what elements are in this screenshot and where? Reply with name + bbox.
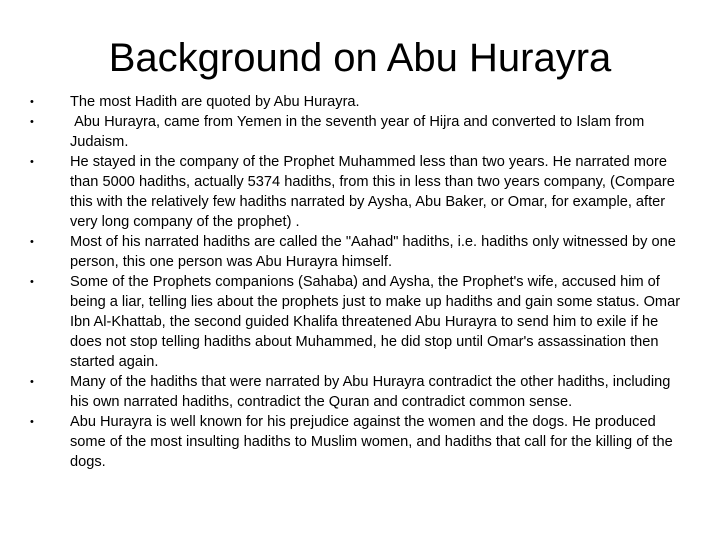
bullet-text: He stayed in the company of the Prophet Muhammed less than two years. He narrated more than 5000 hadiths, actually 5374 hadiths, from this in less than two years company, (Compare this with the relatively few hadiths narrated by Aysha, Abu Baker, or Omar, for example, after very long company of the prophet) . [70, 154, 679, 230]
bullet-item [30, 372, 690, 412]
bullet-icon: • [30, 416, 34, 428]
bullet-item [30, 232, 690, 272]
bullet-text: Abu Hurayra, came from Yemen in the seventh year of Hijra and converted to Islam from Judaism. [70, 114, 649, 150]
bullet-text: Abu Hurayra is well known for his prejudice against the women and the dogs. He produced some of the most insulting hadiths to Muslim women, and hadiths that call for the killing of the dogs. [70, 414, 677, 470]
bullet-icon: • [30, 116, 34, 128]
bullet-list [30, 92, 690, 472]
bullet-icon: • [30, 96, 34, 108]
bullet-item [30, 112, 690, 152]
bullet-item [30, 412, 690, 472]
slide-title: Background on Abu Hurayra [108, 36, 612, 80]
bullet-item [30, 272, 690, 372]
bullet-icon: • [30, 376, 34, 388]
bullet-text: Many of the hadiths that were narrated by Abu Hurayra contradict the other hadiths, including his own narrated hadiths, contradict the Quran and contradict common sense. [70, 374, 675, 410]
bullet-icon: • [30, 276, 34, 288]
bullet-item [30, 92, 690, 112]
bullet-icon: • [30, 236, 34, 248]
bullet-icon: • [30, 156, 34, 168]
bullet-text: Most of his narrated hadiths are called the "Aahad" hadiths, i.e. hadiths only witnessed by one person, this one person was Abu Hurayra himself. [70, 234, 680, 270]
bullet-text: Some of the Prophets companions (Sahaba) and Aysha, the Prophet's wife, accused him of being a liar, telling lies about the prophets just to make up hadiths and gain some status. Omar Ibn Al-Khattab, the second guided Khalifa threatened Abu Hurayra to send him to exile if he does not stop telling hadiths about Muhammed, he did stop until Omar's assassination then started again. [70, 274, 685, 370]
bullet-text: The most Hadith are quoted by Abu Hurayra. [70, 94, 360, 110]
bullet-item [30, 152, 690, 232]
